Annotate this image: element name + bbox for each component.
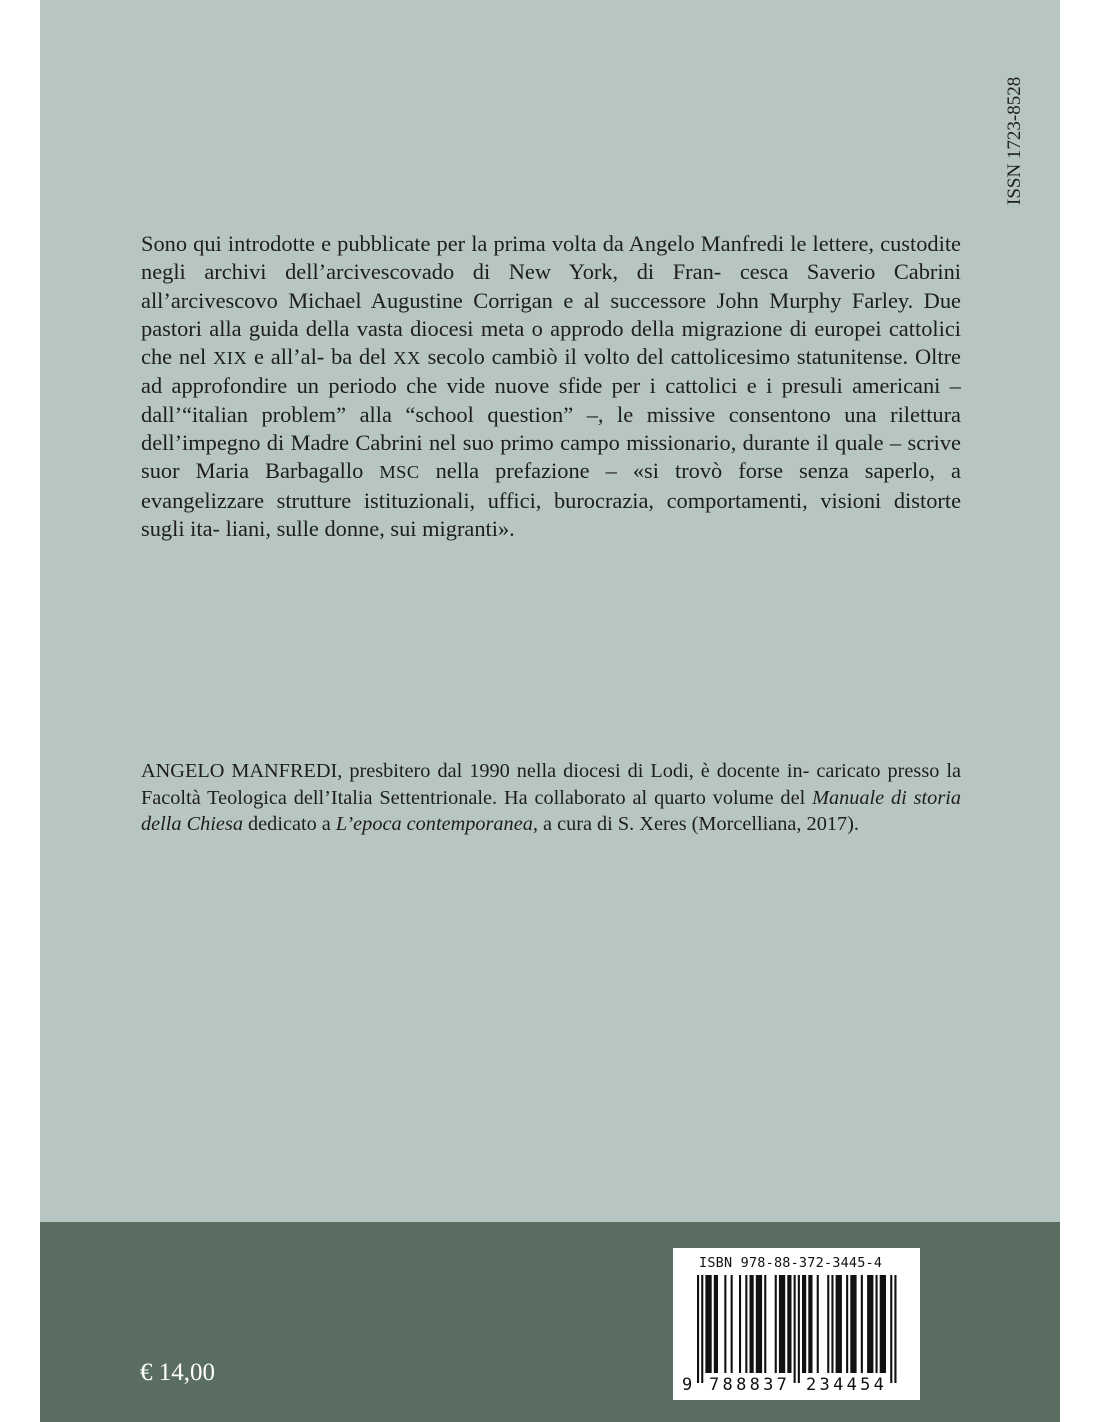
barcode-bar — [831, 1275, 833, 1373]
book-title-manuale: Manuale di storia della Chiesa — [141, 786, 961, 835]
barcode-bar — [808, 1275, 812, 1373]
blurb-line: e all’al- — [247, 344, 325, 370]
blurb-line: americani – dall’“italian problem” alla “school question” –, le missive — [141, 373, 961, 427]
barcode-guard-bar — [890, 1275, 892, 1383]
barcode-guard-bar — [794, 1275, 796, 1383]
barcode-bar — [764, 1275, 766, 1373]
barcode-guard-bar — [701, 1275, 703, 1383]
book-back-cover — [40, 0, 1060, 1422]
barcode-bar — [802, 1275, 806, 1373]
bio-line: ANGELO MANFREDI, presbitero dal 1990 nella diocesi di Lodi, è docente in- — [141, 760, 810, 782]
bio-line: quarto volume del — [654, 786, 813, 809]
barcode-bar — [705, 1275, 711, 1373]
bio-line: , a — [532, 813, 552, 835]
book-title-epoca: L’epoca contemporanea — [335, 813, 533, 835]
barcode-bar — [775, 1275, 777, 1373]
barcode-bar — [779, 1275, 785, 1373]
roman-numeral-19: XIX — [213, 348, 248, 369]
barcode-bar — [861, 1275, 863, 1373]
blurb-line: successore John Murphy Farley. Due pastori alla guida della vasta diocesi — [141, 287, 961, 341]
blurb-line: meta o approdo della migrazione di europei cattolici che nel — [141, 315, 961, 370]
bio-line: cura di S. Xeres (Morcelliana, 2017). — [557, 813, 859, 835]
barcode-bar — [714, 1275, 718, 1373]
barcode-guard-bar — [798, 1275, 800, 1383]
order-abbreviation: MSC — [379, 462, 420, 483]
roman-numeral-20: XX — [393, 348, 421, 369]
blurb-line: le lettere, custodite negli archivi dell’arcivescovado di New York, di Fran- — [141, 231, 961, 285]
barcode-guard-bar — [894, 1275, 896, 1383]
blurb-line: cesca Saverio Cabrini all’arcivescovo Michael Augustine Corrigan e al — [141, 259, 962, 313]
blurb-line: liani, sulle donne, sui migranti». — [225, 515, 515, 541]
barcode-bar — [836, 1275, 842, 1373]
author-bio — [141, 758, 961, 838]
barcode-bar — [827, 1275, 829, 1373]
barcode-bar — [724, 1275, 726, 1373]
barcode-bar — [745, 1275, 747, 1373]
ean-first-digit: 9 — [682, 1375, 693, 1395]
ean-left-digits: 788837 — [709, 1375, 791, 1395]
blurb-line: campo missionario, durante il quale – scrive suor Maria Barbagallo — [141, 430, 961, 484]
blurb-line: consentono una rilettura dell’impegno di Madre Cabrini nel suo primo — [141, 401, 961, 456]
bio-line: caricato presso la Facoltà Teologica dell’Italia Settentrionale. Ha collaborato al — [141, 760, 961, 809]
blurb-line: Sono qui introdotte e pubblicate per la prima volta da Angelo Manfredi — [141, 231, 785, 256]
ean-right-digits: 234454 — [806, 1375, 888, 1395]
barcode-bar — [750, 1275, 754, 1373]
barcode-bar — [850, 1275, 856, 1373]
blurb-line: istituzionali, uffici, burocrazia, comportamenti, visioni distorte sugli ita- — [141, 487, 962, 541]
barcode-bar — [867, 1275, 873, 1373]
blurb-text — [141, 230, 961, 543]
bio-line: dedicato a — [242, 813, 336, 835]
barcode-bar — [756, 1275, 762, 1373]
barcode-bar — [846, 1275, 848, 1373]
blurb-line: approfondire un periodo che vide nuove sfide per i cattolici e i presuli — [171, 373, 843, 399]
barcode-bar — [739, 1275, 741, 1373]
blurb-line: ba del — [331, 344, 394, 370]
blurb-line: secolo cambiò il volto del cattolicesimo statunitense. Oltre ad — [141, 344, 961, 399]
barcode-bar — [880, 1275, 886, 1373]
issn-label: ISSN 1723-8528 — [1004, 76, 1025, 205]
barcode — [673, 1248, 920, 1400]
barcode-bar — [731, 1275, 733, 1373]
blurb-line: nella prefazione – «si trovò forse senza saperlo, a evangelizzare strutture — [141, 458, 961, 513]
barcode-bar — [876, 1275, 878, 1373]
barcode-bar — [787, 1275, 791, 1373]
barcode-guard-bar — [697, 1275, 699, 1383]
isbn-label: ISBN 978-88-372-3445-4 — [699, 1255, 883, 1271]
price-label: € 14,00 — [140, 1359, 215, 1386]
issn-container — [995, 52, 1035, 212]
barcode-bar — [817, 1275, 819, 1373]
